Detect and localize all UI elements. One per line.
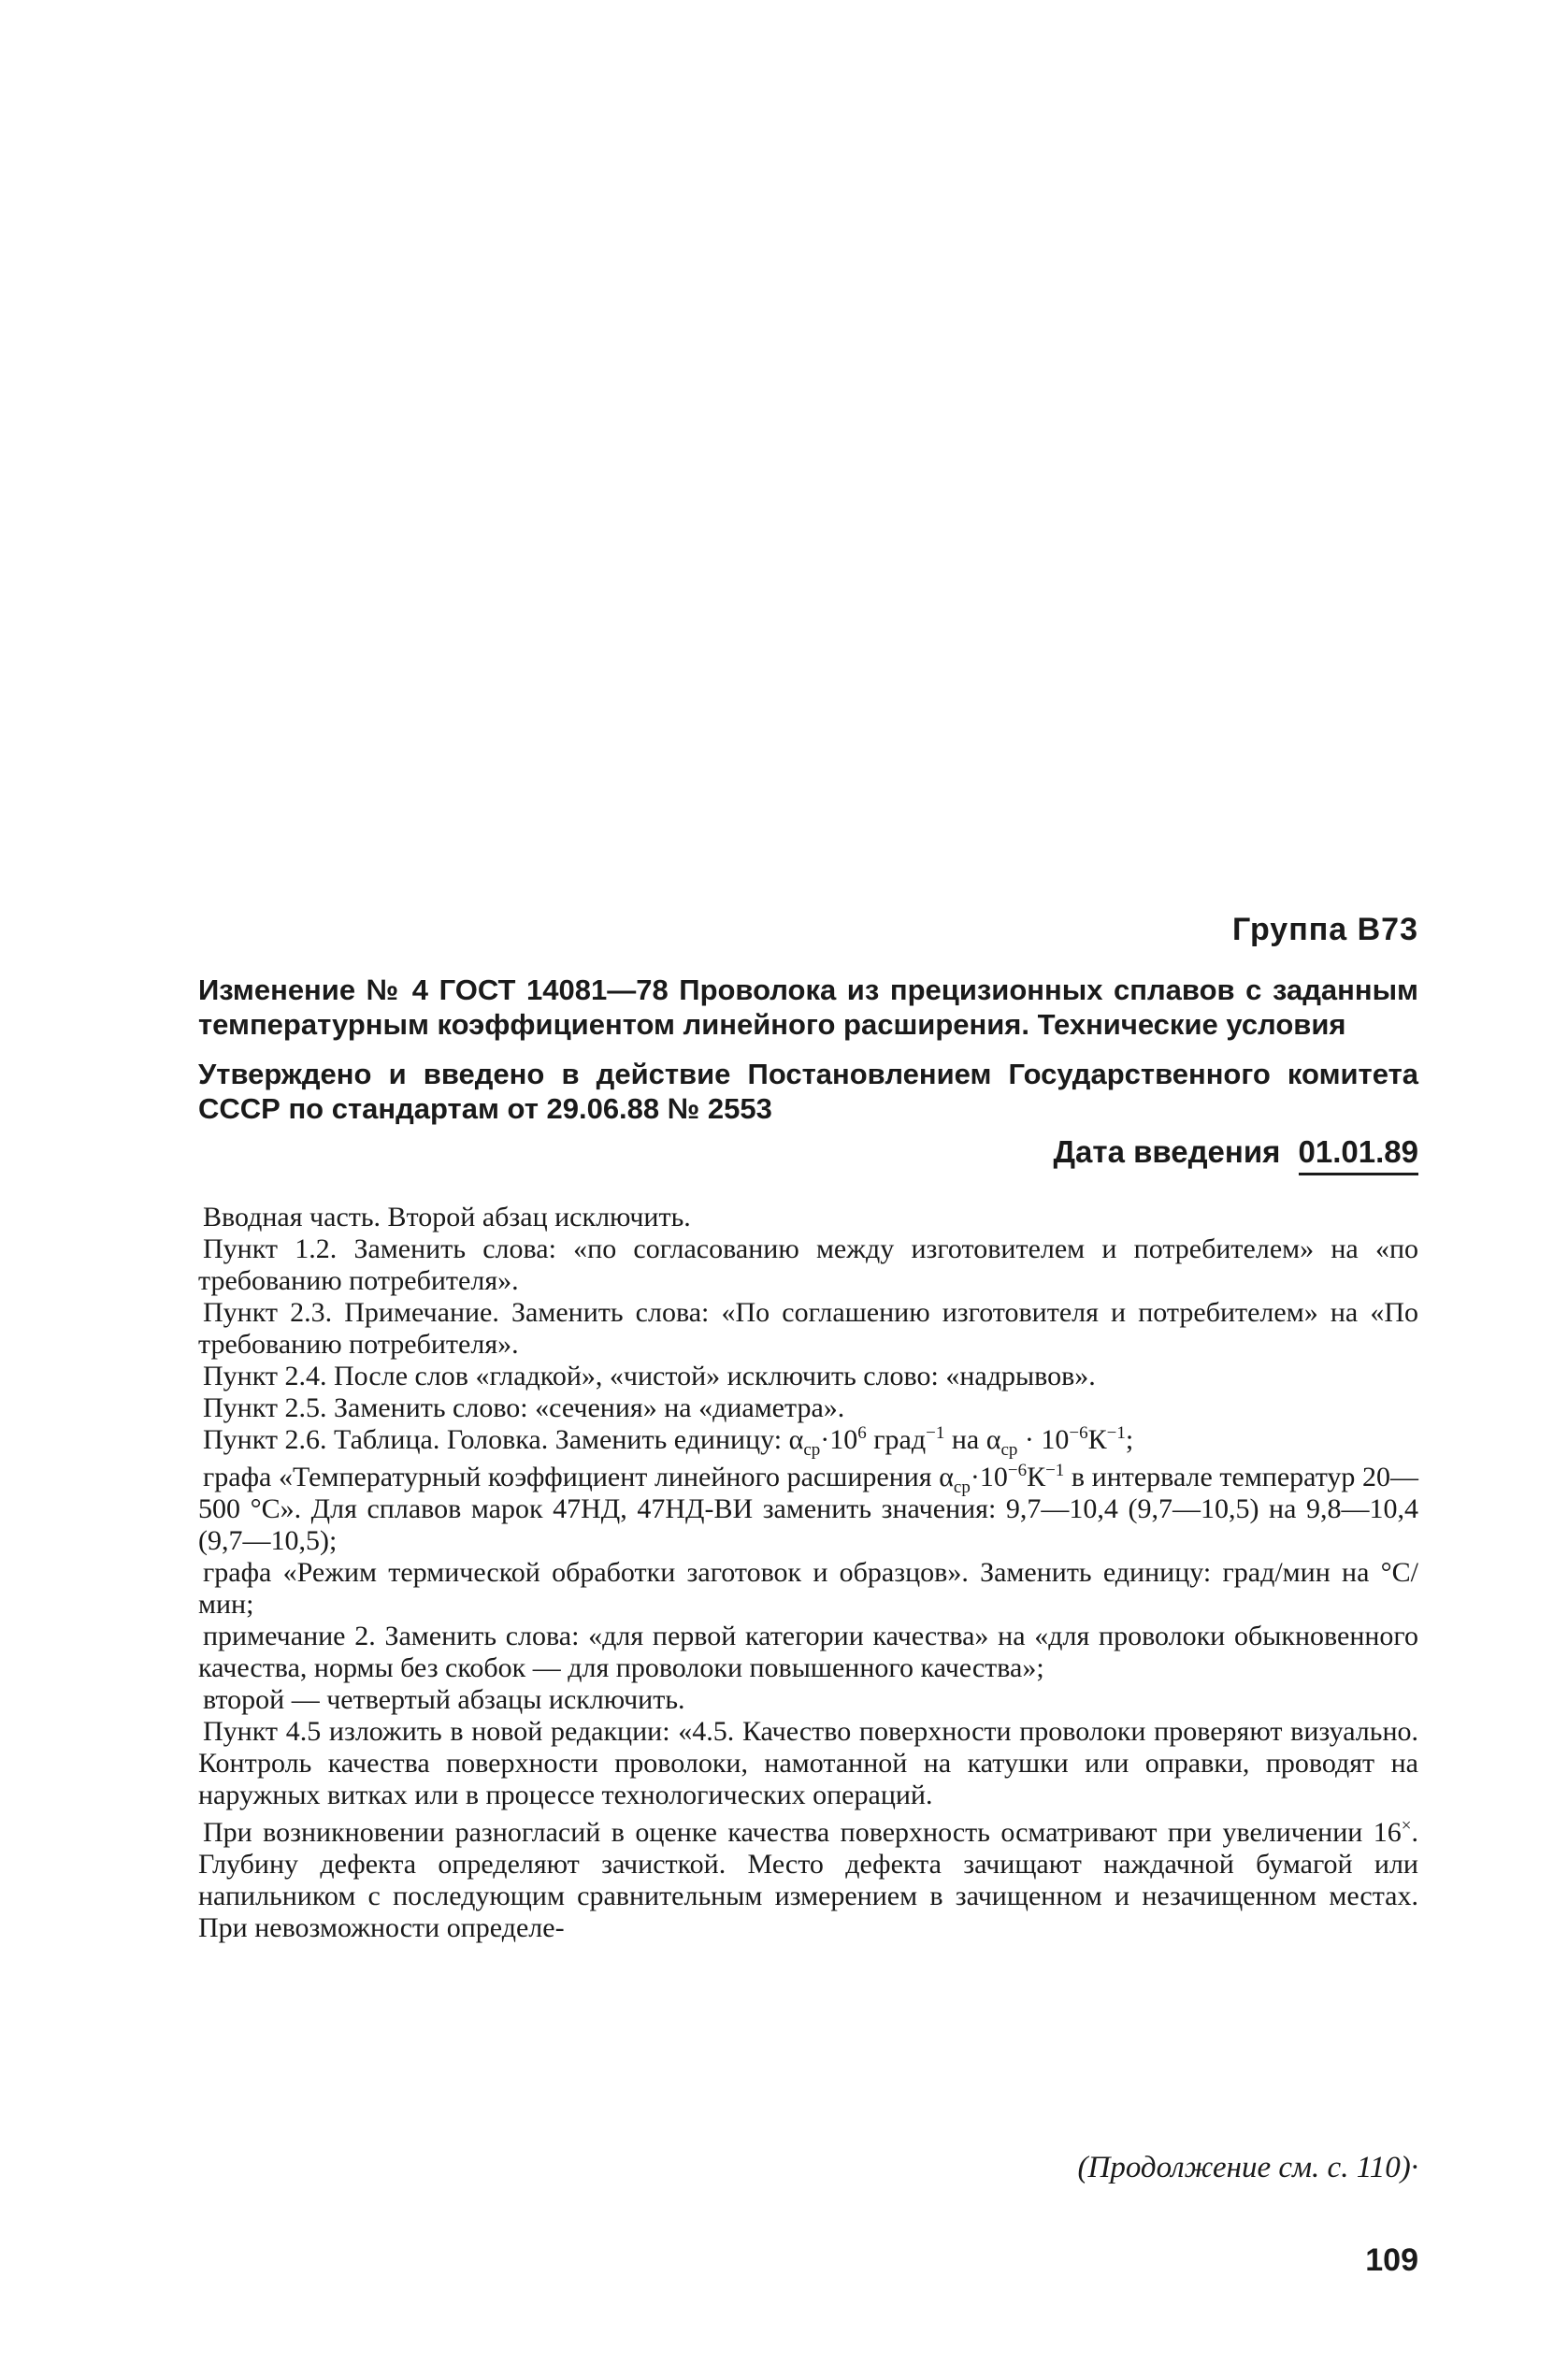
p6-sup-1: 6 [857,1423,867,1443]
p6-text-d: на α [944,1424,1001,1455]
p7-text-a: графа «Температурный коэффициент линейного расширения α [203,1462,954,1492]
p6-text-c: град [866,1424,927,1455]
p12-text-b: . Глубину дефекта определяют зачисткой. Место дефекта зачищают наждачной бумагой или напильником с последующим сравнительным измерением в зачищенном и незачищенном местах. При невозможности определе- [198,1817,1418,1943]
paragraph-11: Пункт 4.5 изложить в новой редакции: «4.5. Качество поверхности проволоки проверяют визуально. Контроль качества поверхности проволоки, намотанной на катушки или оправки, проводят на наружных витках или в процессе технологических операций. [198,1716,1418,1810]
document-title: Изменение № 4 ГОСТ 14081—78 Проволока из прецизионных сплавов с заданным температурным коэффициентом линейного расширения. Технические условия [198,973,1418,1041]
approval-statement: Утверждено и введено в действие Постановлением Государственного комитета СССР по стандартам от 29.06.88 № 2553 [198,1058,1418,1125]
p6-sup-4: −1 [1106,1423,1126,1443]
p6-text-b: ·10 [820,1424,858,1455]
p6-sup-3: −6 [1069,1423,1088,1443]
paragraph-3: Пункт 2.3. Примечание. Заменить слова: «По соглашению изготовителя и потребителем» на «По требованию потребителя». [198,1297,1418,1360]
p7-sup-1: −6 [1007,1461,1028,1480]
paragraph-12 [198,1817,1418,1944]
p6-text-e: · 10 [1017,1424,1070,1455]
paragraph-8: графа «Режим термической обработки заготовок и образцов». Заменить единицу: град/мин на °С/мин; [198,1557,1418,1620]
p6-sub-2: ср [1000,1440,1018,1460]
effective-date-value: 01.01.89 [1299,1134,1418,1175]
p6-text-f: К [1087,1424,1107,1455]
p7-sub: ср [953,1478,971,1497]
p6-sub-1: ср [803,1440,821,1460]
paragraph-7 [198,1462,1418,1557]
p7-text-c: К [1027,1462,1046,1492]
p7-sup-2: −1 [1045,1461,1065,1480]
paragraph-10: второй — четвертый абзацы исключить. [203,1684,685,1715]
paragraph-1: Вводная часть. Второй абзац исключить. [203,1202,691,1232]
effective-date [1054,1134,1418,1170]
paragraph-2: Пункт 1.2. Заменить слова: «по согласованию между изготовителем и потребителем» на «по требованию потребителя». [198,1233,1418,1296]
page-number: 109 [1365,2242,1418,2278]
paragraph-9: примечание 2. Заменить слова: «для первой категории качества» на «для проволоки обыкновенного качества, нормы без скобок — для проволоки повышенного качества»; [198,1621,1418,1683]
group-code: Группа В73 [1231,912,1418,947]
p12-text-a: При возникновении разногласий в оценке качества поверхность осматривают при увеличении 16 [203,1817,1402,1848]
p6-text-a: Пункт 2.6. Таблица. Головка. Заменить единицу: α [203,1424,804,1455]
p7-text-d: в интервале температур 20—500 °С». Для сплавов марок 47НД, 47НД-ВИ заменить значения: 9,7—10,4 (9,7—10,5) на 9,8—10,4 (9,7—10,5); [198,1462,1419,1556]
p12-sup: × [1401,1816,1412,1836]
paragraph-5: Пункт 2.5. Заменить слово: «сечения» на «диаметра». [203,1392,845,1423]
p7-text-b: ·10 [970,1462,1008,1492]
p6-sup-2: −1 [926,1423,945,1443]
paragraph-6 [198,1423,1418,1460]
p6-text-g: ; [1125,1424,1134,1455]
document-body [198,1202,1418,1944]
continuation-note: (Продолжение см. с. 110)· [1077,2151,1418,2184]
effective-date-label: Дата введения [1053,1134,1281,1169]
paragraph-4: Пункт 2.4. После слов «гладкой», «чистой» исключить слово: «надрывов». [203,1361,1096,1391]
